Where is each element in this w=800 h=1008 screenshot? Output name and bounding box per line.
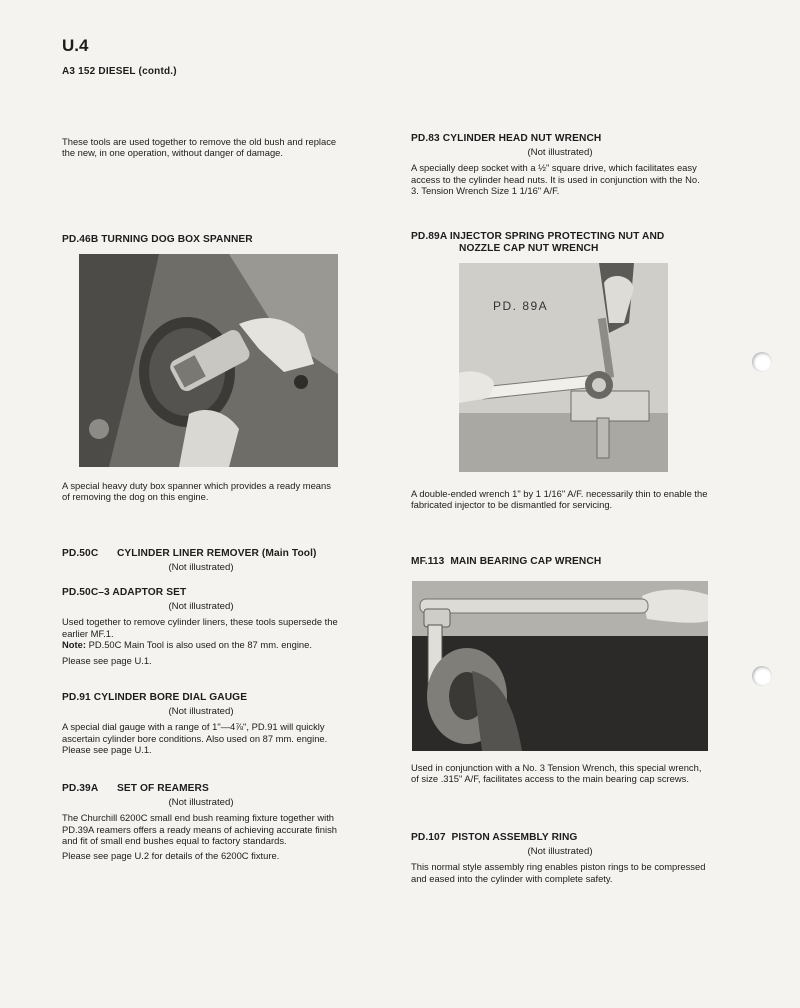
tool-code: PD.107 <box>411 832 446 843</box>
caption-mf113-block <box>411 762 709 785</box>
injector-wrench-illustration <box>459 263 668 472</box>
tool-code: PD.50C <box>62 548 99 559</box>
tool-code: PD.46B <box>62 234 99 245</box>
tool-title: SET OF REAMERS <box>116 783 209 794</box>
caption-pd89a-block <box>411 488 709 511</box>
bearing-wrench-illustration <box>412 581 708 751</box>
punch-hole-top <box>752 352 772 372</box>
section-heading <box>62 692 340 704</box>
section-text: A special dial gauge with a range of 1"—4⅞", PD.91 will quickly ascertain cylinder bore conditions. Also used on 87 mm. engine. Please see page U.1. <box>62 721 328 756</box>
section-text: A specially deep socket with a ½" square drive, which facilitates easy access to the cylinder head nuts. It is used in conjunction with the No. 3. Tension Wrench Size 1 1/16" A/F. <box>411 162 700 197</box>
section-heading <box>411 556 709 568</box>
intro-text: These tools are used together to remove the old bush and replace the new, in one operation, without danger of damage. <box>62 136 337 159</box>
page-subtitle: A3 152 DIESEL (contd.) <box>62 66 177 77</box>
tool-title: PISTON ASSEMBLY RING <box>451 832 578 843</box>
not-illustrated-note: (Not illustrated) <box>168 601 234 612</box>
section-mf113-heading <box>411 556 709 568</box>
note-label: Note: <box>62 639 86 651</box>
tool-title: MAIN BEARING CAP WRENCH <box>450 556 602 567</box>
not-illustrated-note: (Not illustrated) <box>168 706 234 717</box>
not-illustrated-note: (Not illustrated) <box>168 562 234 573</box>
tool-title: CYLINDER HEAD NUT WRENCH <box>442 133 602 144</box>
not-illustrated-note: (Not illustrated) <box>527 846 593 857</box>
photo-caption: A double-ended wrench 1" by 1 1/16" A/F. necessarily thin to enable the fabricated injector to be dismantled for servicing. <box>411 488 708 511</box>
section-pd50c3 <box>62 587 340 666</box>
photo-caption: Used in conjunction with a No. 3 Tension Wrench, this special wrench, of size .315" A/F, facilitates access to the main bearing cap screws. <box>411 762 702 785</box>
section-heading <box>62 548 340 560</box>
box-spanner-illustration <box>79 254 338 467</box>
section-pd83 <box>411 133 709 197</box>
tool-title-line2: NOZZLE CAP NUT WRENCH <box>459 243 599 254</box>
tool-title: TURNING DOG BOX SPANNER <box>101 234 253 245</box>
tool-code: PD.91 <box>62 692 91 703</box>
photo-box-spanner <box>79 254 338 467</box>
section-heading <box>411 133 709 145</box>
punch-hole-bottom <box>752 666 772 686</box>
intro-text-block <box>62 136 340 159</box>
section-pd46b-heading <box>62 234 340 246</box>
not-illustrated-note: (Not illustrated) <box>168 797 234 808</box>
photo-caption: A special heavy duty box spanner which provides a ready means of removing the dog on this engine. <box>62 480 331 503</box>
photo-label: PD. 89A <box>493 299 549 313</box>
section-heading <box>62 587 340 599</box>
tool-code: PD.83 <box>411 133 440 144</box>
section-heading <box>62 234 340 246</box>
section-pd39a <box>62 783 340 861</box>
tool-title: CYLINDER LINER REMOVER (Main Tool) <box>116 548 317 559</box>
tool-code: PD.39A <box>62 783 99 794</box>
photo-main-bearing-cap-wrench <box>412 581 708 751</box>
note-body: PD.50C Main Tool is also used on the 87 mm. engine. <box>88 639 312 651</box>
tool-title: CYLINDER BORE DIAL GAUGE <box>93 692 248 703</box>
section-text: This normal style assembly ring enables piston rings to be compressed and eased into the cylinder with complete safety. <box>411 861 706 884</box>
page-number: U.4 <box>62 36 89 55</box>
tool-title-line1: INJECTOR SPRING PROTECTING NUT AND <box>449 231 665 242</box>
not-illustrated-note: (Not illustrated) <box>527 147 593 158</box>
section-heading <box>62 783 340 795</box>
section-heading <box>411 231 709 255</box>
section-text: The Churchill 6200C small end bush reaming fixture together with PD.39A reamers offers a ready means of achieving accurate finish and fit of small end bushes equal to factory standards. <box>62 812 337 847</box>
tool-code: PD.50C–3 <box>62 587 110 598</box>
section-pd89a-heading <box>411 231 709 255</box>
tool-code: MF.113 <box>411 556 445 567</box>
section-pd91 <box>62 692 340 756</box>
photo-injector-wrench <box>459 263 668 472</box>
page-reference: Please see page U.1. <box>62 654 152 666</box>
tool-code: PD.89A <box>411 231 447 242</box>
page-reference: Please see page U.2 for details of the 6200C fixture. <box>62 849 280 861</box>
section-pd50c <box>62 548 340 577</box>
section-heading <box>411 832 709 844</box>
tool-title: ADAPTOR SET <box>112 587 187 598</box>
section-pd107 <box>411 832 709 884</box>
section-text: Used together to remove cylinder liners, these tools supersede the earlier MF.1. <box>62 616 338 639</box>
caption-pd46b-block <box>62 480 340 503</box>
note-text <box>62 639 340 650</box>
